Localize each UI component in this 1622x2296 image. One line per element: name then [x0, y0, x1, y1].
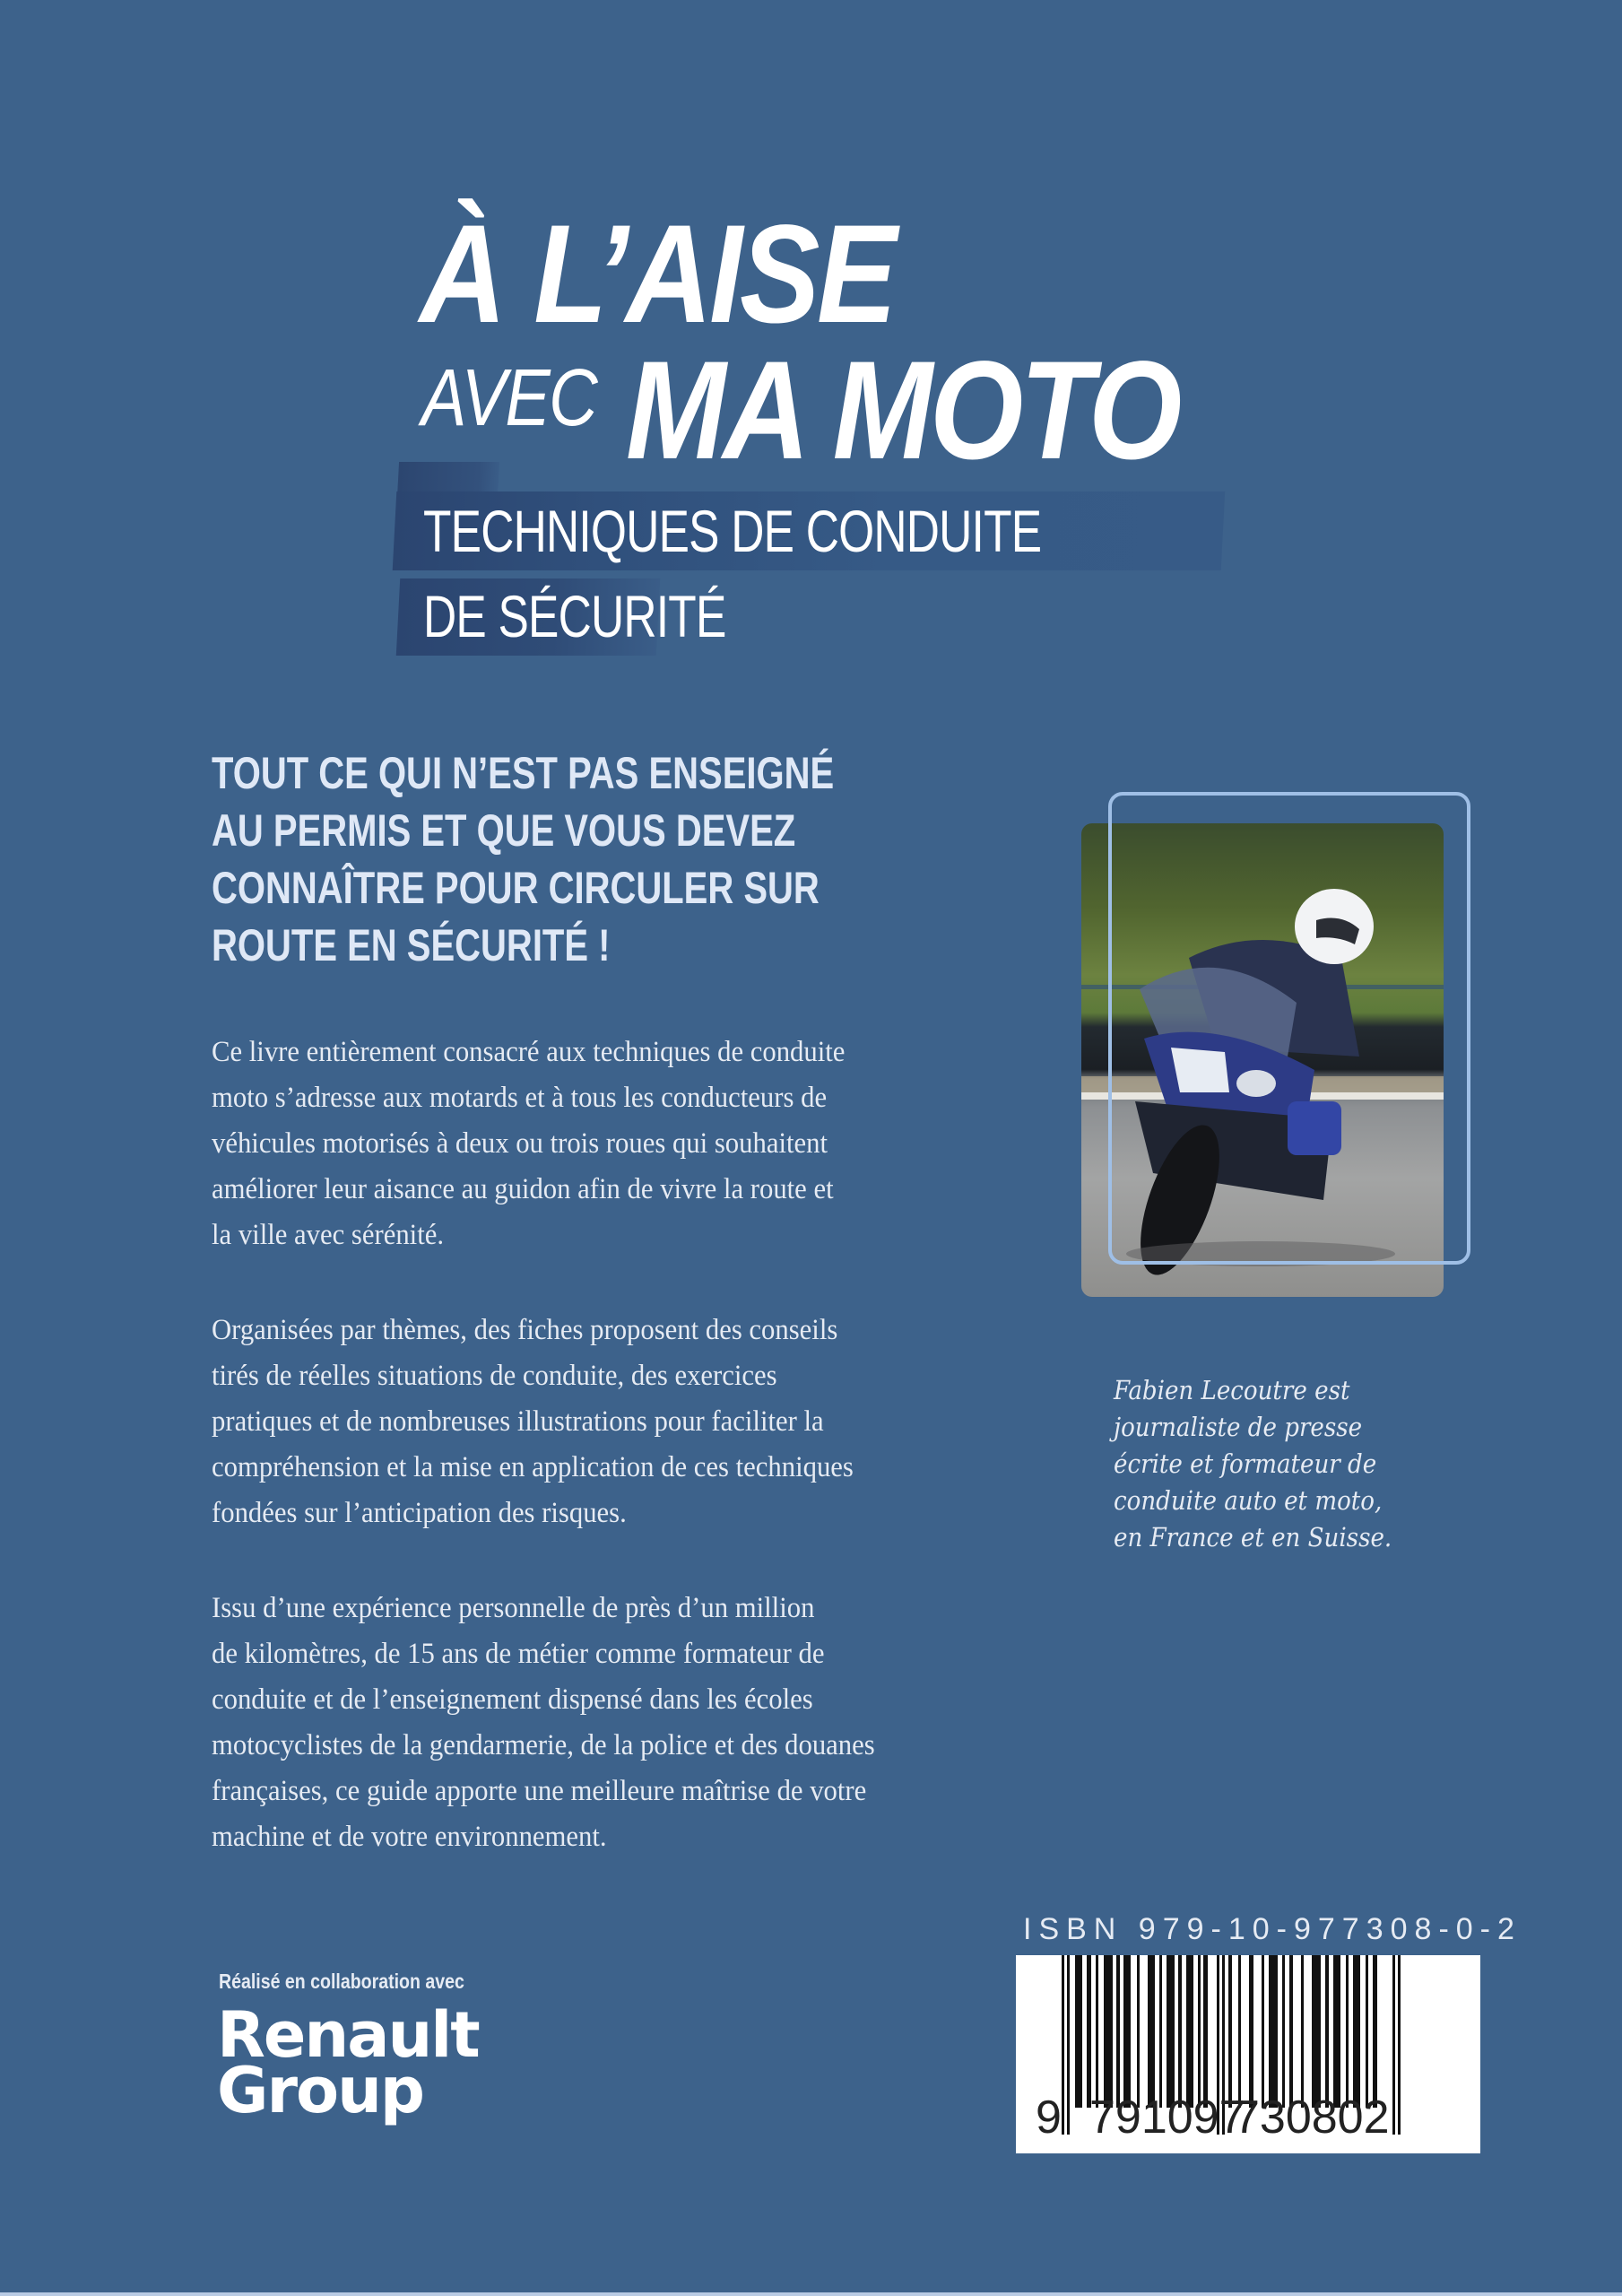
body-line: pratiques et de nombreuses illustrations pour faciliter la: [212, 1405, 824, 1438]
barcode-digit-first: 9: [1036, 2092, 1062, 2144]
body-line: Organisées par thèmes, des fiches proposent des conseils: [212, 1314, 838, 1346]
caption-line: Fabien Lecoutre est: [1114, 1375, 1350, 1405]
body-line: tirés de réelles situations de conduite, des exercices: [212, 1360, 777, 1392]
tagline-line: CONNAÎTRE POUR CIRCULER SUR: [212, 863, 820, 913]
book-title-avec: AVEC: [421, 353, 596, 443]
body-paragraph-1: [212, 1030, 992, 1258]
body-line: véhicules motorisés à deux ou trois roues qui souhaitent: [212, 1127, 828, 1160]
caption-line: en France et en Suisse.: [1114, 1522, 1392, 1552]
body-line: françaises, ce guide apporte une meilleure maîtrise de votre: [212, 1775, 867, 1807]
body-line: compréhension et la mise en application de ces techniques: [212, 1451, 854, 1483]
subtitle-line1: TECHNIQUES DE CONDUITE: [423, 498, 1042, 564]
subtitle-line2: DE SÉCURITÉ: [423, 583, 726, 649]
caption-line: conduite auto et moto,: [1114, 1485, 1383, 1516]
barcode-digits-left: 791097: [1089, 2092, 1245, 2144]
body-line: de kilomètres, de 15 ans de métier comme formateur de: [212, 1638, 825, 1670]
body-line: améliorer leur aisance au guidon afin de vivre la route et: [212, 1173, 834, 1205]
logo-line1: Renault: [217, 1998, 479, 2072]
body-line: conduite et de l’enseignement dispensé dans les écoles: [212, 1683, 813, 1716]
body-paragraph-2: [212, 1308, 992, 1536]
body-line: Ce livre entièrement consacré aux techniques de conduite: [212, 1036, 846, 1068]
book-title-line1: À L’AISE: [420, 196, 895, 352]
logo-line2: Group: [217, 2054, 424, 2127]
body-line: la ville avec sérénité.: [212, 1219, 445, 1251]
caption-line: écrite et formateur de: [1114, 1448, 1377, 1479]
renault-group-logo: [217, 1998, 479, 2127]
photo-frame: [1108, 792, 1470, 1265]
body-line: machine et de votre environnement.: [212, 1821, 607, 1853]
tagline-line: TOUT CE QUI N’EST PAS ENSEIGNÉ: [212, 748, 835, 798]
tagline: [212, 744, 1019, 974]
tagline-line: ROUTE EN SÉCURITÉ !: [212, 920, 611, 970]
isbn-label: ISBN 979-10-977308-0-2: [1023, 1912, 1522, 1946]
barcode: [1016, 1955, 1480, 2153]
body-line: Issu d’une expérience personnelle de près d’un million: [212, 1592, 815, 1624]
collaboration-label: Réalisé en collaboration avec: [219, 1970, 464, 1993]
author-caption: [1114, 1372, 1490, 1556]
tagline-line: AU PERMIS ET QUE VOUS DEVEZ: [212, 805, 796, 856]
body-line: moto s’adresse aux motards et à tous les conducteurs de: [212, 1082, 828, 1114]
barcode-digits-right: 730802: [1234, 2092, 1390, 2144]
caption-line: journaliste de presse: [1114, 1412, 1363, 1442]
page-bottom-edge: [0, 2292, 1622, 2296]
body-paragraph-3: [212, 1586, 992, 1860]
body-line: motocyclistes de la gendarmerie, de la police et des douanes: [212, 1729, 875, 1761]
body-line: fondées sur l’anticipation des risques.: [212, 1497, 627, 1529]
book-title-line2: MA MOTO: [626, 333, 1179, 489]
